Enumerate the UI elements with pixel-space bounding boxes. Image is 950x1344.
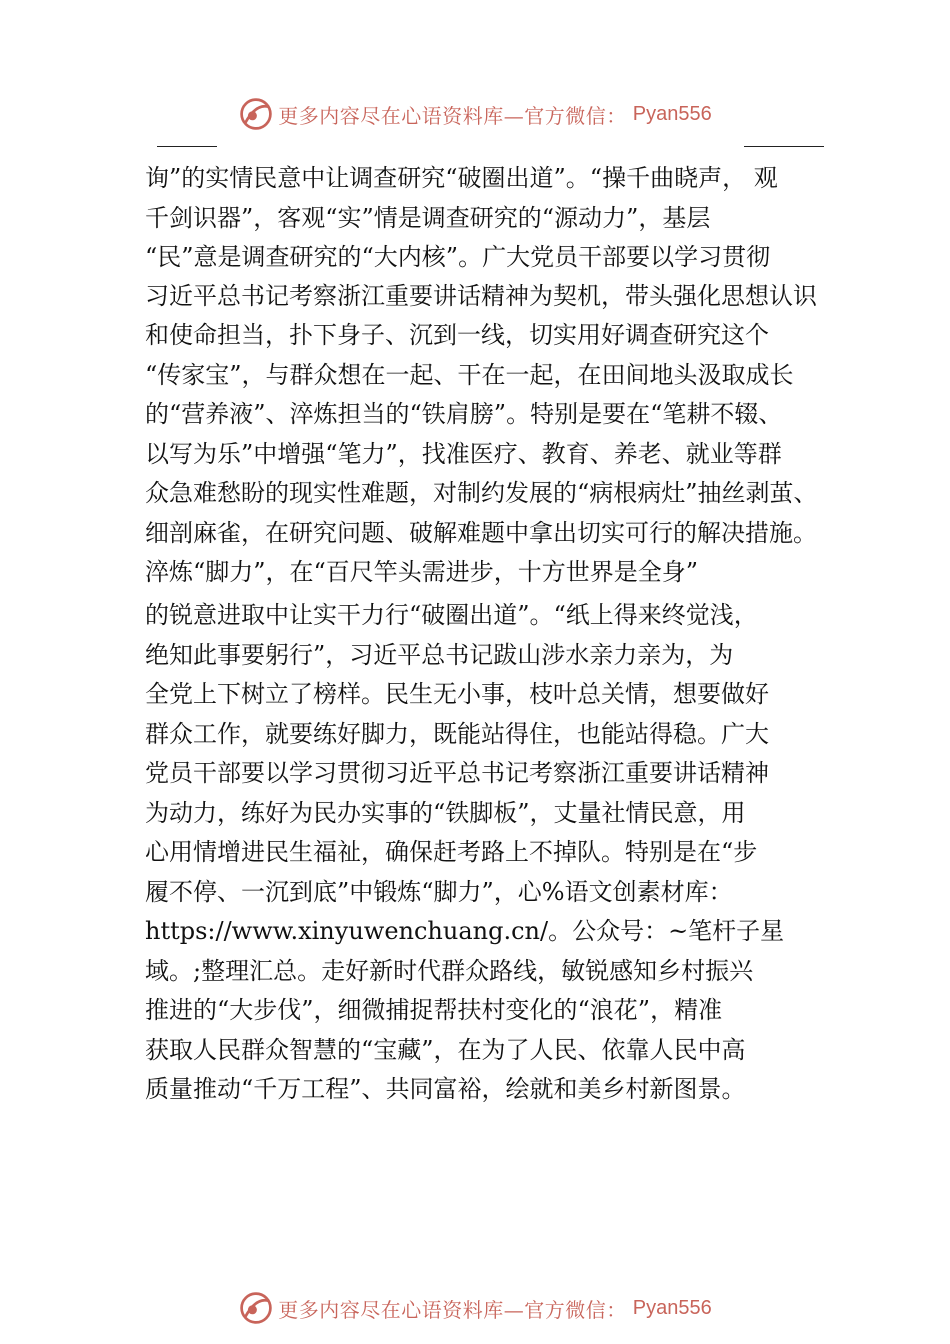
text-line: “民”意是调查研究的“大内核”。广大党员干部要以学习贯彻	[145, 243, 771, 271]
resource-logo-icon	[238, 1290, 274, 1326]
text-line: 细剖麻雀，在研究问题、破解难题中拿出切实可行的解决措施。	[145, 519, 817, 547]
text-line: 全党上下树立了榜样。民生无小事，枝叶总关情，想要做好	[145, 680, 769, 708]
header-rule-right	[744, 146, 824, 147]
text-line: 群众工作，就要练好脚力，既能站得住，也能站得稳。广大	[145, 720, 769, 748]
text-line: 询”的实情民意中让调查研究“破圈出道”。“操千曲晓声， 观	[145, 164, 778, 192]
page-header	[0, 92, 950, 136]
footer-text: 更多内容尽在心语资料库—官方微信：	[278, 1297, 627, 1322]
text-line: 千剑识器”，客观“实”情是调查研究的“源动力”，基层	[145, 204, 711, 232]
text-line: 心用情增进民生福祉，确保赶考路上不掉队。特别是在“步	[145, 838, 758, 866]
text-line: 淬炼“脚力”，在“百尺竿头需进步，十方世界是全身”	[145, 558, 699, 586]
header-text: 更多内容尽在心语资料库—官方微信：	[278, 103, 627, 128]
text-line: 的“营养液”、淬炼担当的“铁肩膀”。特别是要在“笔耕不辍、	[145, 400, 783, 428]
text-line: 绝知此事要躬行”，习近平总书记跋山涉水亲力亲为，为	[145, 641, 734, 669]
header-rule-left	[157, 146, 217, 147]
footer-wechat-id: Pyan556	[632, 1296, 712, 1319]
text-line: 为动力，练好为民办实事的“铁脚板”，丈量社情民意，用	[145, 799, 746, 827]
text-line: 习近平总书记考察浙江重要讲话精神为契机，带头强化思想认识	[145, 282, 817, 310]
text-line: https://www.xinyuwenchuang.cn/。公众号：~笔杆子星	[145, 917, 785, 945]
text-line: 获取人民群众智慧的“宝藏”，在为了人民、依靠人民中高	[145, 1036, 746, 1064]
text-line: 众急难愁盼的现实性难题，对制约发展的“病根病灶”抽丝剥茧、	[145, 479, 818, 507]
text-line: 域。;整理汇总。走好新时代群众路线，敏锐感知乡村振兴	[145, 957, 754, 985]
resource-logo-icon	[238, 96, 274, 132]
page-footer	[0, 1286, 950, 1330]
text-line: 党员干部要以学习贯彻习近平总书记考察浙江重要讲话精神	[145, 759, 769, 787]
text-line: 的锐意进取中让实干力行“破圈出道”。“纸上得来终觉浅，	[145, 601, 758, 629]
text-line: 以写为乐”中增强“笔力”，找准医疗、教育、养老、就业等群	[145, 440, 782, 468]
text-line: “传家宝”，与群众想在一起、干在一起，在田间地头汲取成长	[145, 361, 794, 389]
text-line: 质量推动“千万工程”、共同富裕，绘就和美乡村新图景。	[145, 1075, 746, 1103]
text-line: 和使命担当，扑下身子、沉到一线，切实用好调查研究这个	[145, 321, 769, 349]
text-line: 推进的“大步伐”，细微捕捉帮扶村变化的“浪花”，精准	[145, 996, 723, 1024]
header-wechat-id: Pyan556	[632, 102, 712, 125]
text-line: 履不停、一沉到底”中锻炼“脚力”，心%语文创素材库：	[145, 878, 733, 906]
